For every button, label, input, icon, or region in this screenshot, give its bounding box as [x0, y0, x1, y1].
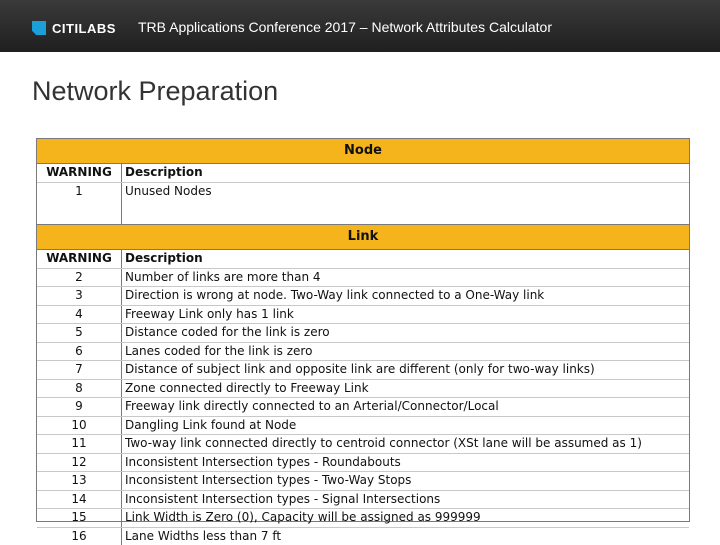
warning-description: Unused Nodes — [122, 183, 212, 201]
warning-column-header: WARNING — [37, 164, 122, 182]
warning-number: 8 — [37, 380, 122, 398]
warning-number: 15 — [37, 509, 122, 527]
warning-description: Number of links are more than 4 — [122, 269, 321, 287]
description-column-header: Description — [122, 164, 203, 182]
table-row — [37, 306, 689, 325]
warning-number: 9 — [37, 398, 122, 416]
table-row — [37, 417, 689, 436]
warning-description: Direction is wrong at node. Two-Way link connected to a One-Way link — [122, 287, 544, 305]
warning-number: 14 — [37, 491, 122, 509]
logo-text: CITILABS — [52, 21, 116, 36]
header-title: TRB Applications Conference 2017 – Network Attributes Calculator — [138, 19, 552, 35]
warning-description: Freeway link directly connected to an Arterial/Connector/Local — [122, 398, 499, 416]
description-column-header: Description — [122, 250, 203, 268]
link-column-header — [37, 250, 689, 269]
node-column-header — [37, 164, 689, 183]
table-row — [37, 380, 689, 399]
node-section-spacer — [37, 200, 689, 225]
warning-description: Lanes coded for the link is zero — [122, 343, 312, 361]
warning-number: 5 — [37, 324, 122, 342]
warning-number: 2 — [37, 269, 122, 287]
warning-number: 10 — [37, 417, 122, 435]
warning-description: Distance of subject link and opposite link are different (only for two-way links) — [122, 361, 595, 379]
node-section-heading: Node — [37, 139, 689, 164]
warning-number: 6 — [37, 343, 122, 361]
warning-description: Distance coded for the link is zero — [122, 324, 330, 342]
warning-number: 3 — [37, 287, 122, 305]
warning-number: 11 — [37, 435, 122, 453]
warning-description: Lane Widths less than 7 ft — [122, 528, 281, 545]
link-section-heading: Link — [37, 225, 689, 250]
table-row — [37, 491, 689, 510]
table-row — [37, 398, 689, 417]
header-bar — [0, 0, 720, 52]
table-row — [37, 287, 689, 306]
warning-number: 4 — [37, 306, 122, 324]
warning-description: Inconsistent Intersection types - Roundabouts — [122, 454, 401, 472]
table-row — [37, 509, 689, 528]
table-row — [37, 183, 689, 201]
page-title: Network Preparation — [32, 76, 278, 107]
table-row — [37, 472, 689, 491]
warning-description: Freeway Link only has 1 link — [122, 306, 294, 324]
table-row — [37, 435, 689, 454]
table-row — [37, 324, 689, 343]
warning-number: 13 — [37, 472, 122, 490]
warning-number: 1 — [37, 183, 122, 201]
warning-column-header: WARNING — [37, 250, 122, 268]
table-row — [37, 528, 689, 545]
warnings-table — [36, 138, 690, 522]
warning-description: Dangling Link found at Node — [122, 417, 296, 435]
citilabs-logo — [32, 18, 116, 38]
warning-number: 7 — [37, 361, 122, 379]
warning-description: Two-way link connected directly to centroid connector (XSt lane will be assumed as 1) — [122, 435, 642, 453]
table-row — [37, 454, 689, 473]
warning-number: 12 — [37, 454, 122, 472]
table-row — [37, 343, 689, 362]
table-row — [37, 269, 689, 288]
warning-description: Zone connected directly to Freeway Link — [122, 380, 369, 398]
warning-description: Inconsistent Intersection types - Two-Way Stops — [122, 472, 411, 490]
warning-description: Inconsistent Intersection types - Signal Intersections — [122, 491, 440, 509]
warning-number: 16 — [37, 528, 122, 545]
logo-mark-icon — [32, 21, 46, 35]
warning-description: Link Width is Zero (0), Capacity will be assigned as 999999 — [122, 509, 481, 527]
table-row — [37, 361, 689, 380]
